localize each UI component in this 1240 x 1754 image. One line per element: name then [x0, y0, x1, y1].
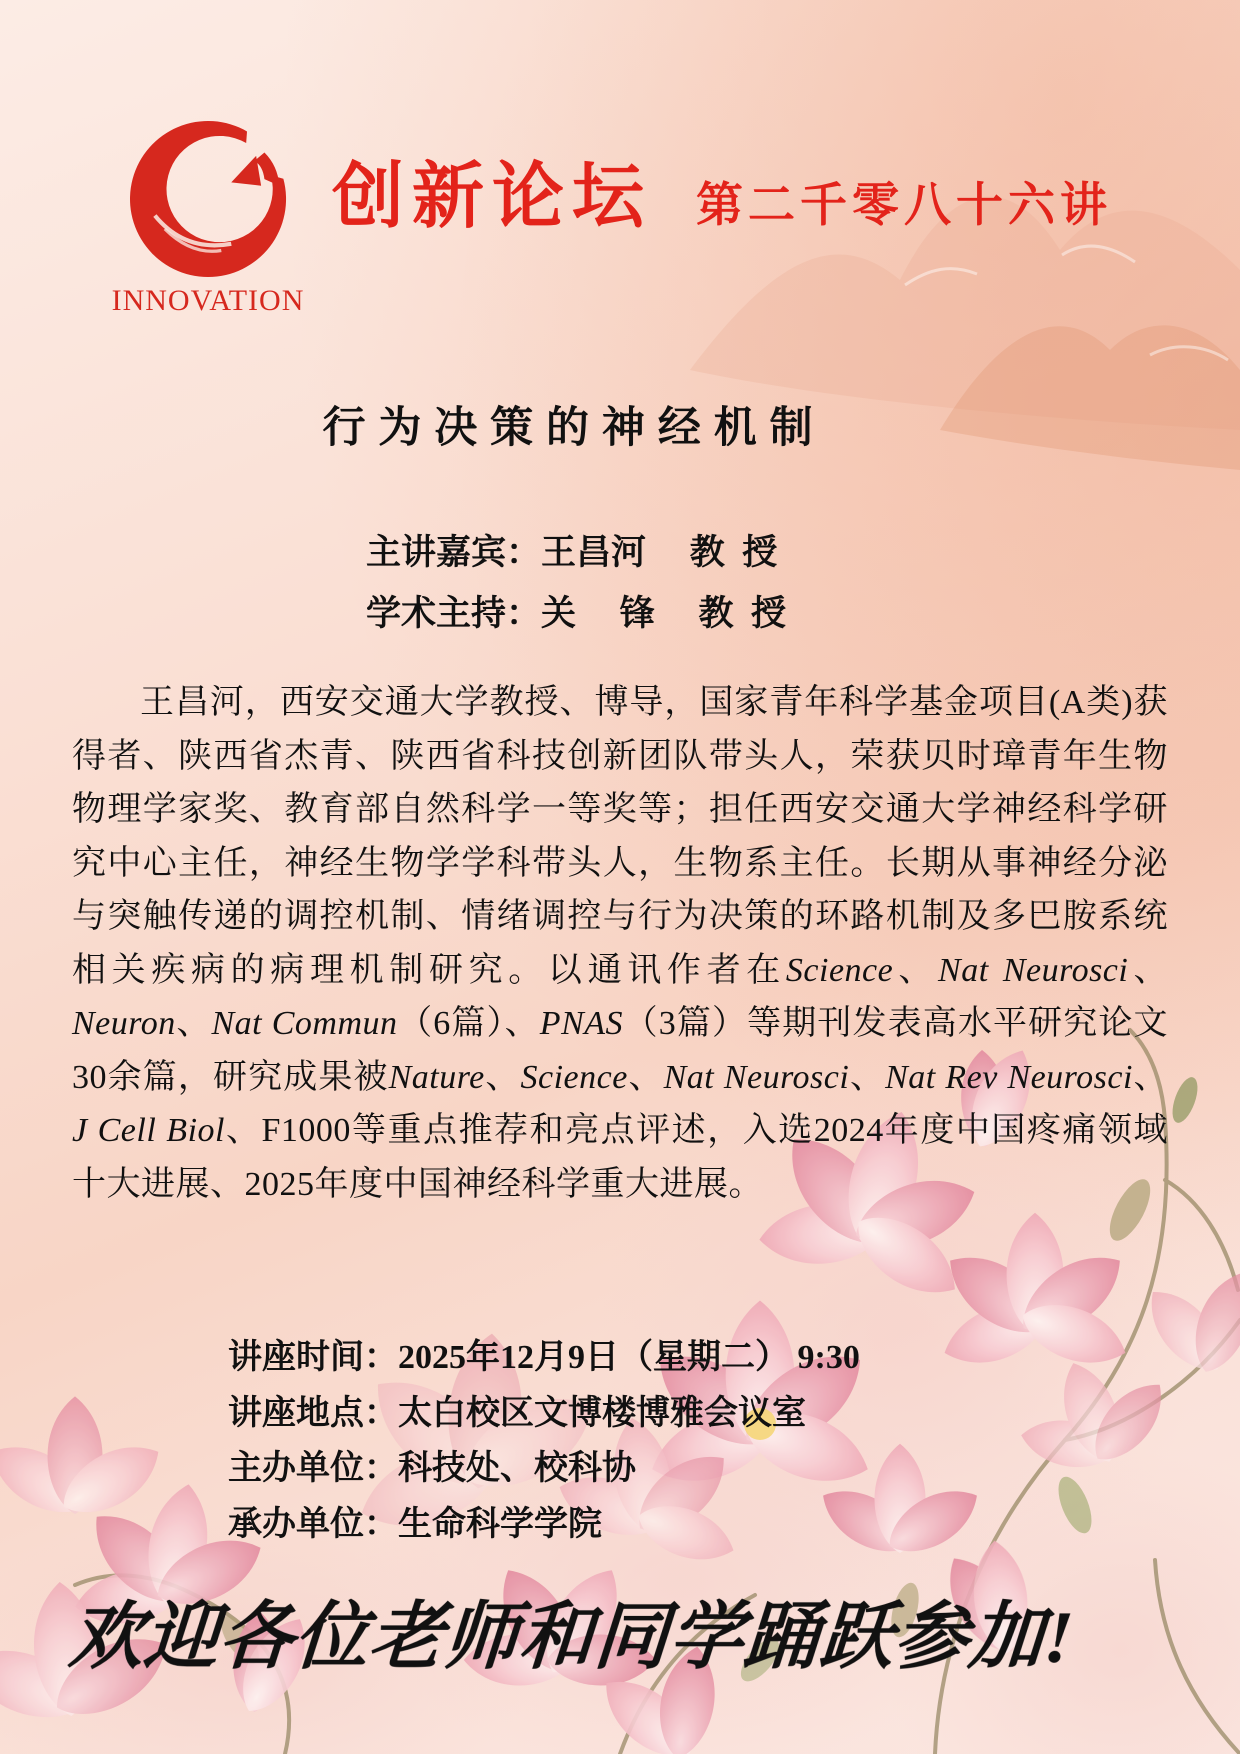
welcome-calligraphy: 欢迎各位老师和同学踊跃参加! — [66, 1597, 1077, 1679]
speaker-line: 主讲嘉宾：王昌河 教 授 — [366, 533, 778, 572]
detail-line-undertaker: 承办单位：生命科学学院 — [228, 1505, 602, 1543]
detail-line-time: 讲座时间：2025年12月9日（星期二） 9:30 — [228, 1339, 860, 1376]
details-block — [228, 1330, 860, 1552]
host-line: 学术主持：关 锋 教 授 — [366, 594, 787, 633]
poster-header — [332, 138, 1200, 242]
forum-title: 创新论坛 — [332, 157, 653, 237]
speaker-bio: 王昌河，西安交通大学教授、博导，国家青年科学基金项目(A类)获得者、陕西省杰青、陕西省科技创新团队带头人，荣获贝时璋青年生物物理学家奖、教育部自然科学一等奖等；担任西安交通大学神经科学研究中心主任，神经生物学学科带头人，生物系主任。长期从事神经分泌与突触传递的调控机制、情绪调控与行为决策的环路机制及多巴胺系统相关疾病的病理机制研究。以通讯作者在Science、Nat Neurosci、Neuron、Nat Commun（6篇）、PNAS（3篇）等期刊发表高水平研究论文30余篇，研究成果被Nature、Science、Nat Neurosci、Nat Rev Neurosci、J Cell Biol、F1000等重点推荐和亮点评述，入选2024年度中国疼痛领域十大进展、2025年度中国神经科学重大进展。 — [72, 684, 1169, 1203]
guests-block — [366, 522, 786, 644]
lecture-number: 第二千零八十六讲 — [696, 178, 1113, 231]
logo-wordmark: INNOVATION — [111, 284, 305, 317]
innovation-logo — [94, 116, 322, 318]
detail-line-organizer: 主办单位：科技处、校科协 — [228, 1450, 636, 1487]
detail-line-location: 讲座地点：太白校区文博楼博雅会议室 — [228, 1394, 806, 1432]
lecture-title: 行为决策的神经机制 — [322, 405, 826, 452]
innovation-swirl-icon — [122, 116, 294, 282]
